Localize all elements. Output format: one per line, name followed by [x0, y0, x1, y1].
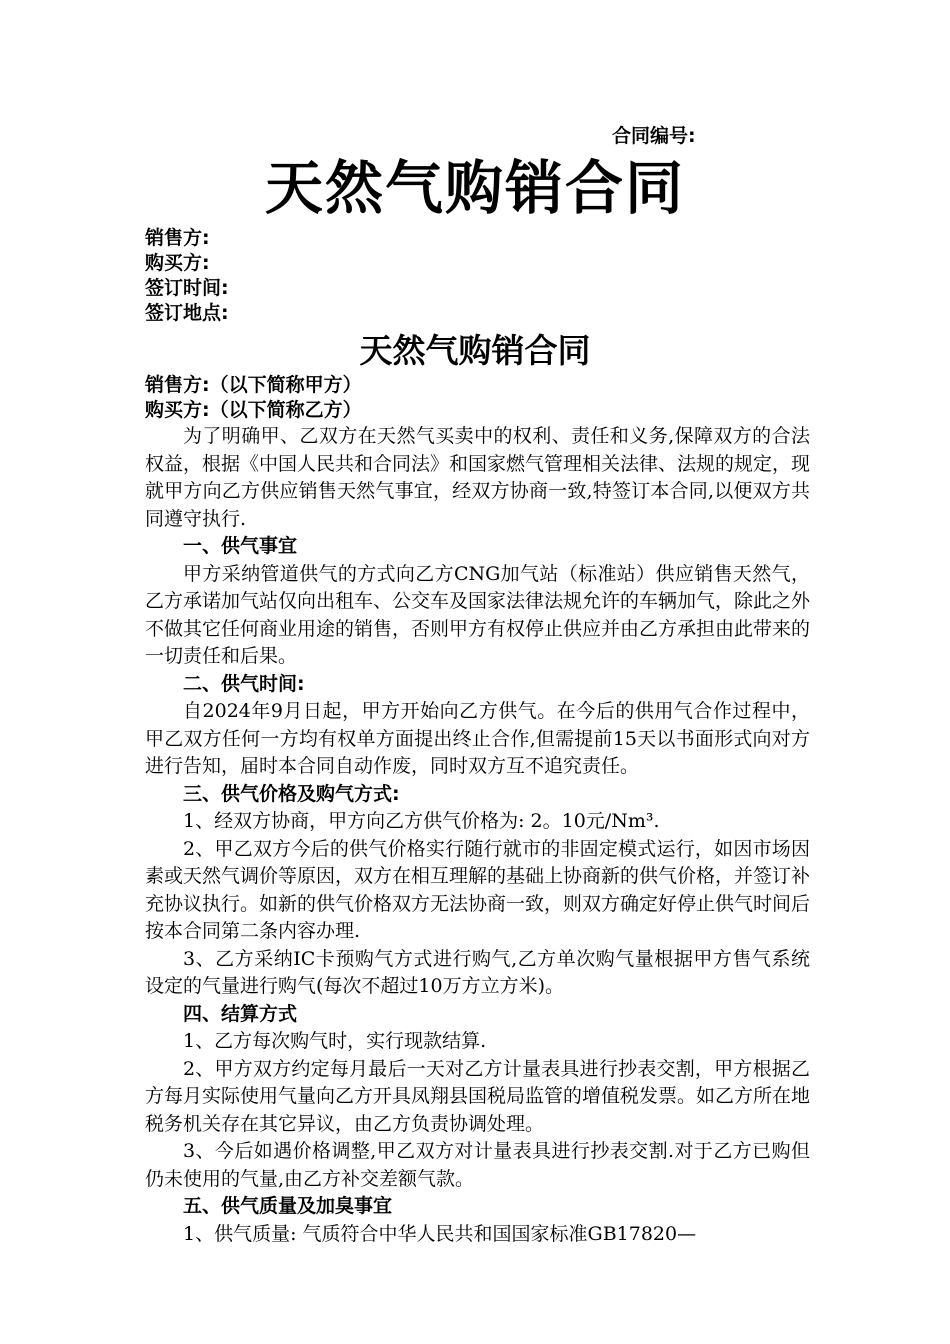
section-1-paragraph: 甲方采纳管道供气的方式向乙方CNG加气站（标准站）供应销售天然气，乙方承诺加气站仅向出租车、公交车及国家法律法规允许的车辆加气，除此之外不做其它任何商业用途的销售，否则甲方有权停止供应并由乙方承担由此带来的一切责任和后果。 [145, 562, 811, 667]
section-4-paragraph-1: 1、乙方每次购气时，实行现款结算. [183, 1030, 487, 1052]
preamble: 为了明确甲、乙双方在天然气买卖中的权利、责任和义务,保障双方的合法权益，根据《中国人民共和合同法》和国家燃气管理相关法律、法规的规定，现就甲方向乙方供应销售天然气事宜，经双方协商一致,特签订本合同,以便双方共同遵守执行. [145, 425, 811, 530]
signing-place-field: 签订地点: [145, 302, 229, 324]
section-1-heading: 一、供气事宜 [183, 535, 298, 557]
signing-date-field: 签订时间: [145, 277, 229, 299]
section-3-paragraph-1: 1、经双方协商，甲方向乙方供气价格为: 2。10元/Nm³. [183, 810, 660, 832]
section-5-heading: 五、供气质量及加臭事宜 [183, 1195, 393, 1217]
buyer-field: 购买方: [145, 252, 210, 274]
cover-title: 天然气购销合同 [264, 154, 685, 222]
seller-party: 销售方:（以下简称甲方） [145, 374, 362, 396]
section-2-heading: 二、供气时间: [183, 672, 305, 695]
section-4-heading: 四、结算方式 [183, 1002, 298, 1025]
section-3-paragraph-2: 2、甲乙双方今后的供气价格实行随行就市的非固定模式运行，如因市场因素或天然气调价等原因，双方在相互理解的基础上协商新的供气价格，并签订补充协议执行。如新的供气价格双方无法协商一致，则双方确定好停止供气时间后按本合同第二条内容办理. [145, 837, 811, 942]
section-3-heading: 三、供气价格及购气方式: [183, 782, 400, 805]
section-4-paragraph-3: 3、今后如遇价格调整,甲乙双方对计量表具进行抄表交割.对于乙方已购但仍未使用的气量,由乙方补交差额气款。 [145, 1140, 810, 1190]
buyer-party: 购买方:（以下简称乙方） [145, 399, 362, 421]
section-4-paragraph-2: 2、甲方双方约定每月最后一天对乙方计量表具进行抄表交割，甲方根据乙方每月实际使用气量向乙方开具凤翔县国税局监管的增值税发票。如乙方所在地税务机关存在其它异议，由乙方负责协调处理。 [145, 1057, 811, 1135]
section-5-paragraph-1: 1、供气质量: 气质符合中华人民共和国国家标准GB17820— [183, 1222, 697, 1245]
seller-field: 销售方: [145, 227, 210, 249]
contract-number-label: 合同编号: [612, 125, 696, 147]
body-title: 天然气购销合同 [359, 331, 591, 370]
cover-fields [145, 226, 229, 326]
contract-body [145, 423, 810, 1248]
parties-block [145, 373, 362, 423]
section-2-paragraph: 自2024年9月日起，甲方开始向乙方供气。在今后的供用气合作过程中，甲乙双方任何一方均有权单方面提出终止合作,但需提前15天以书面形式向对方进行告知，届时本合同自动作废，同时双方互不追究责任。 [145, 700, 810, 777]
section-3-paragraph-3: 3、乙方采纳IC卡预购气方式进行购气,乙方单次购气量根据甲方售气系统设定的气量进行购气(每次不超过10万方立方米)。 [145, 947, 810, 997]
